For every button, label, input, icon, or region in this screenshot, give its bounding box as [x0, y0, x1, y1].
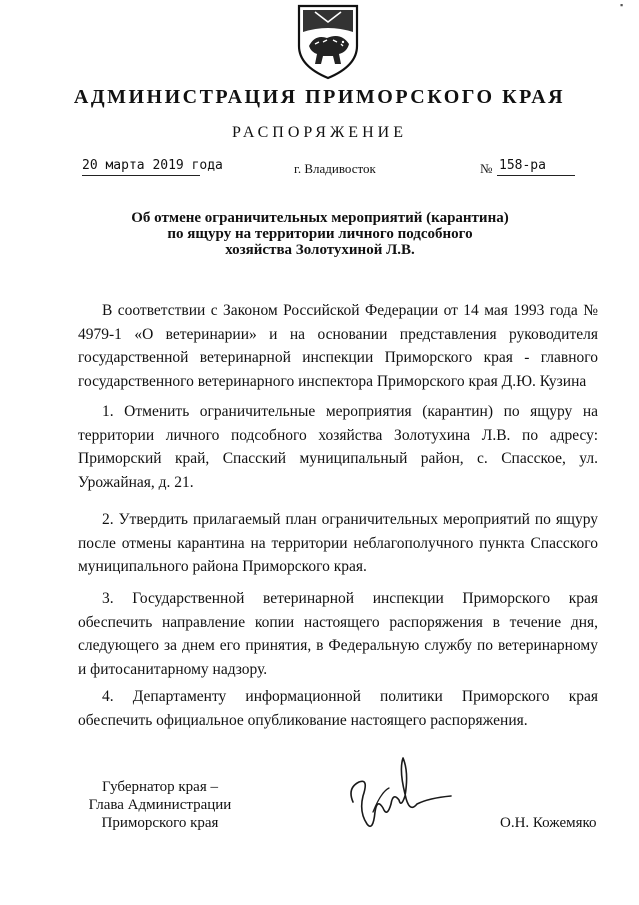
- signatory-name: О.Н. Кожемяко: [500, 815, 597, 831]
- document-number: 158-ра: [499, 158, 546, 173]
- signatory-position: [80, 778, 240, 832]
- subject-line: Об отмене ограничительных мероприятий (карантина): [131, 210, 509, 226]
- document-date: 20 марта 2019 года: [82, 158, 223, 173]
- order-item-1: 1. Отменить ограничительные мероприятия (карантин) по ящуру на территории личного подсобного хозяйства Золотухина Л.В. по адресу: Приморский край, Спасский муниципальный район, с. Спасское, ул. Урожайная, д. 21.: [78, 403, 598, 491]
- order-item-3: 3. Государственной ветеринарной инспекции Приморского края обеспечить направление копии настоящего распоряжения в течение дня, следующего за днем его принятия, в Федеральную службу по ветеринарному и фитосанитарному надзору.: [78, 590, 598, 678]
- corner-mark: ▪: [620, 0, 624, 10]
- coat-of-arms-emblem-icon: [293, 2, 363, 80]
- subject-line: хозяйства Золотухиной Л.В.: [225, 242, 415, 258]
- number-underline: [497, 175, 575, 176]
- preamble-paragraph: В соответствии с Законом Российской Федерации от 14 мая 1993 года № 4979-1 «О ветеринарии» и на основании представления руководителя государственной ветеринарной инспекции Приморского края - главного государственного ветеринарного инспектора Приморского края Д.Ю. Кузина: [78, 302, 598, 390]
- document-type: РАСПОРЯЖЕНИЕ: [232, 124, 407, 141]
- position-line: Губернатор края –: [102, 779, 218, 795]
- order-item-2: 2. Утвердить прилагаемый план ограничительных мероприятий по ящуру после отмены карантина на территории неблагополучного пункта Спасского муниципального района Приморского края.: [78, 511, 598, 575]
- document-subject: [110, 210, 530, 258]
- document-city: г. Владивосток: [294, 161, 376, 176]
- date-underline: [82, 175, 200, 176]
- organization-title: АДМИНИСТРАЦИЯ ПРИМОРСКОГО КРАЯ: [73, 86, 566, 108]
- number-label: №: [480, 161, 493, 176]
- subject-line: по ящуру на территории личного подсобного: [167, 226, 473, 242]
- handwritten-signature-icon: [345, 752, 455, 834]
- position-line: Глава Администрации: [88, 797, 232, 813]
- order-item-4: 4. Департаменту информационной политики Приморского края обеспечить официальное опубликование настоящего распоряжения.: [78, 688, 598, 729]
- position-line: Приморского края: [101, 815, 219, 831]
